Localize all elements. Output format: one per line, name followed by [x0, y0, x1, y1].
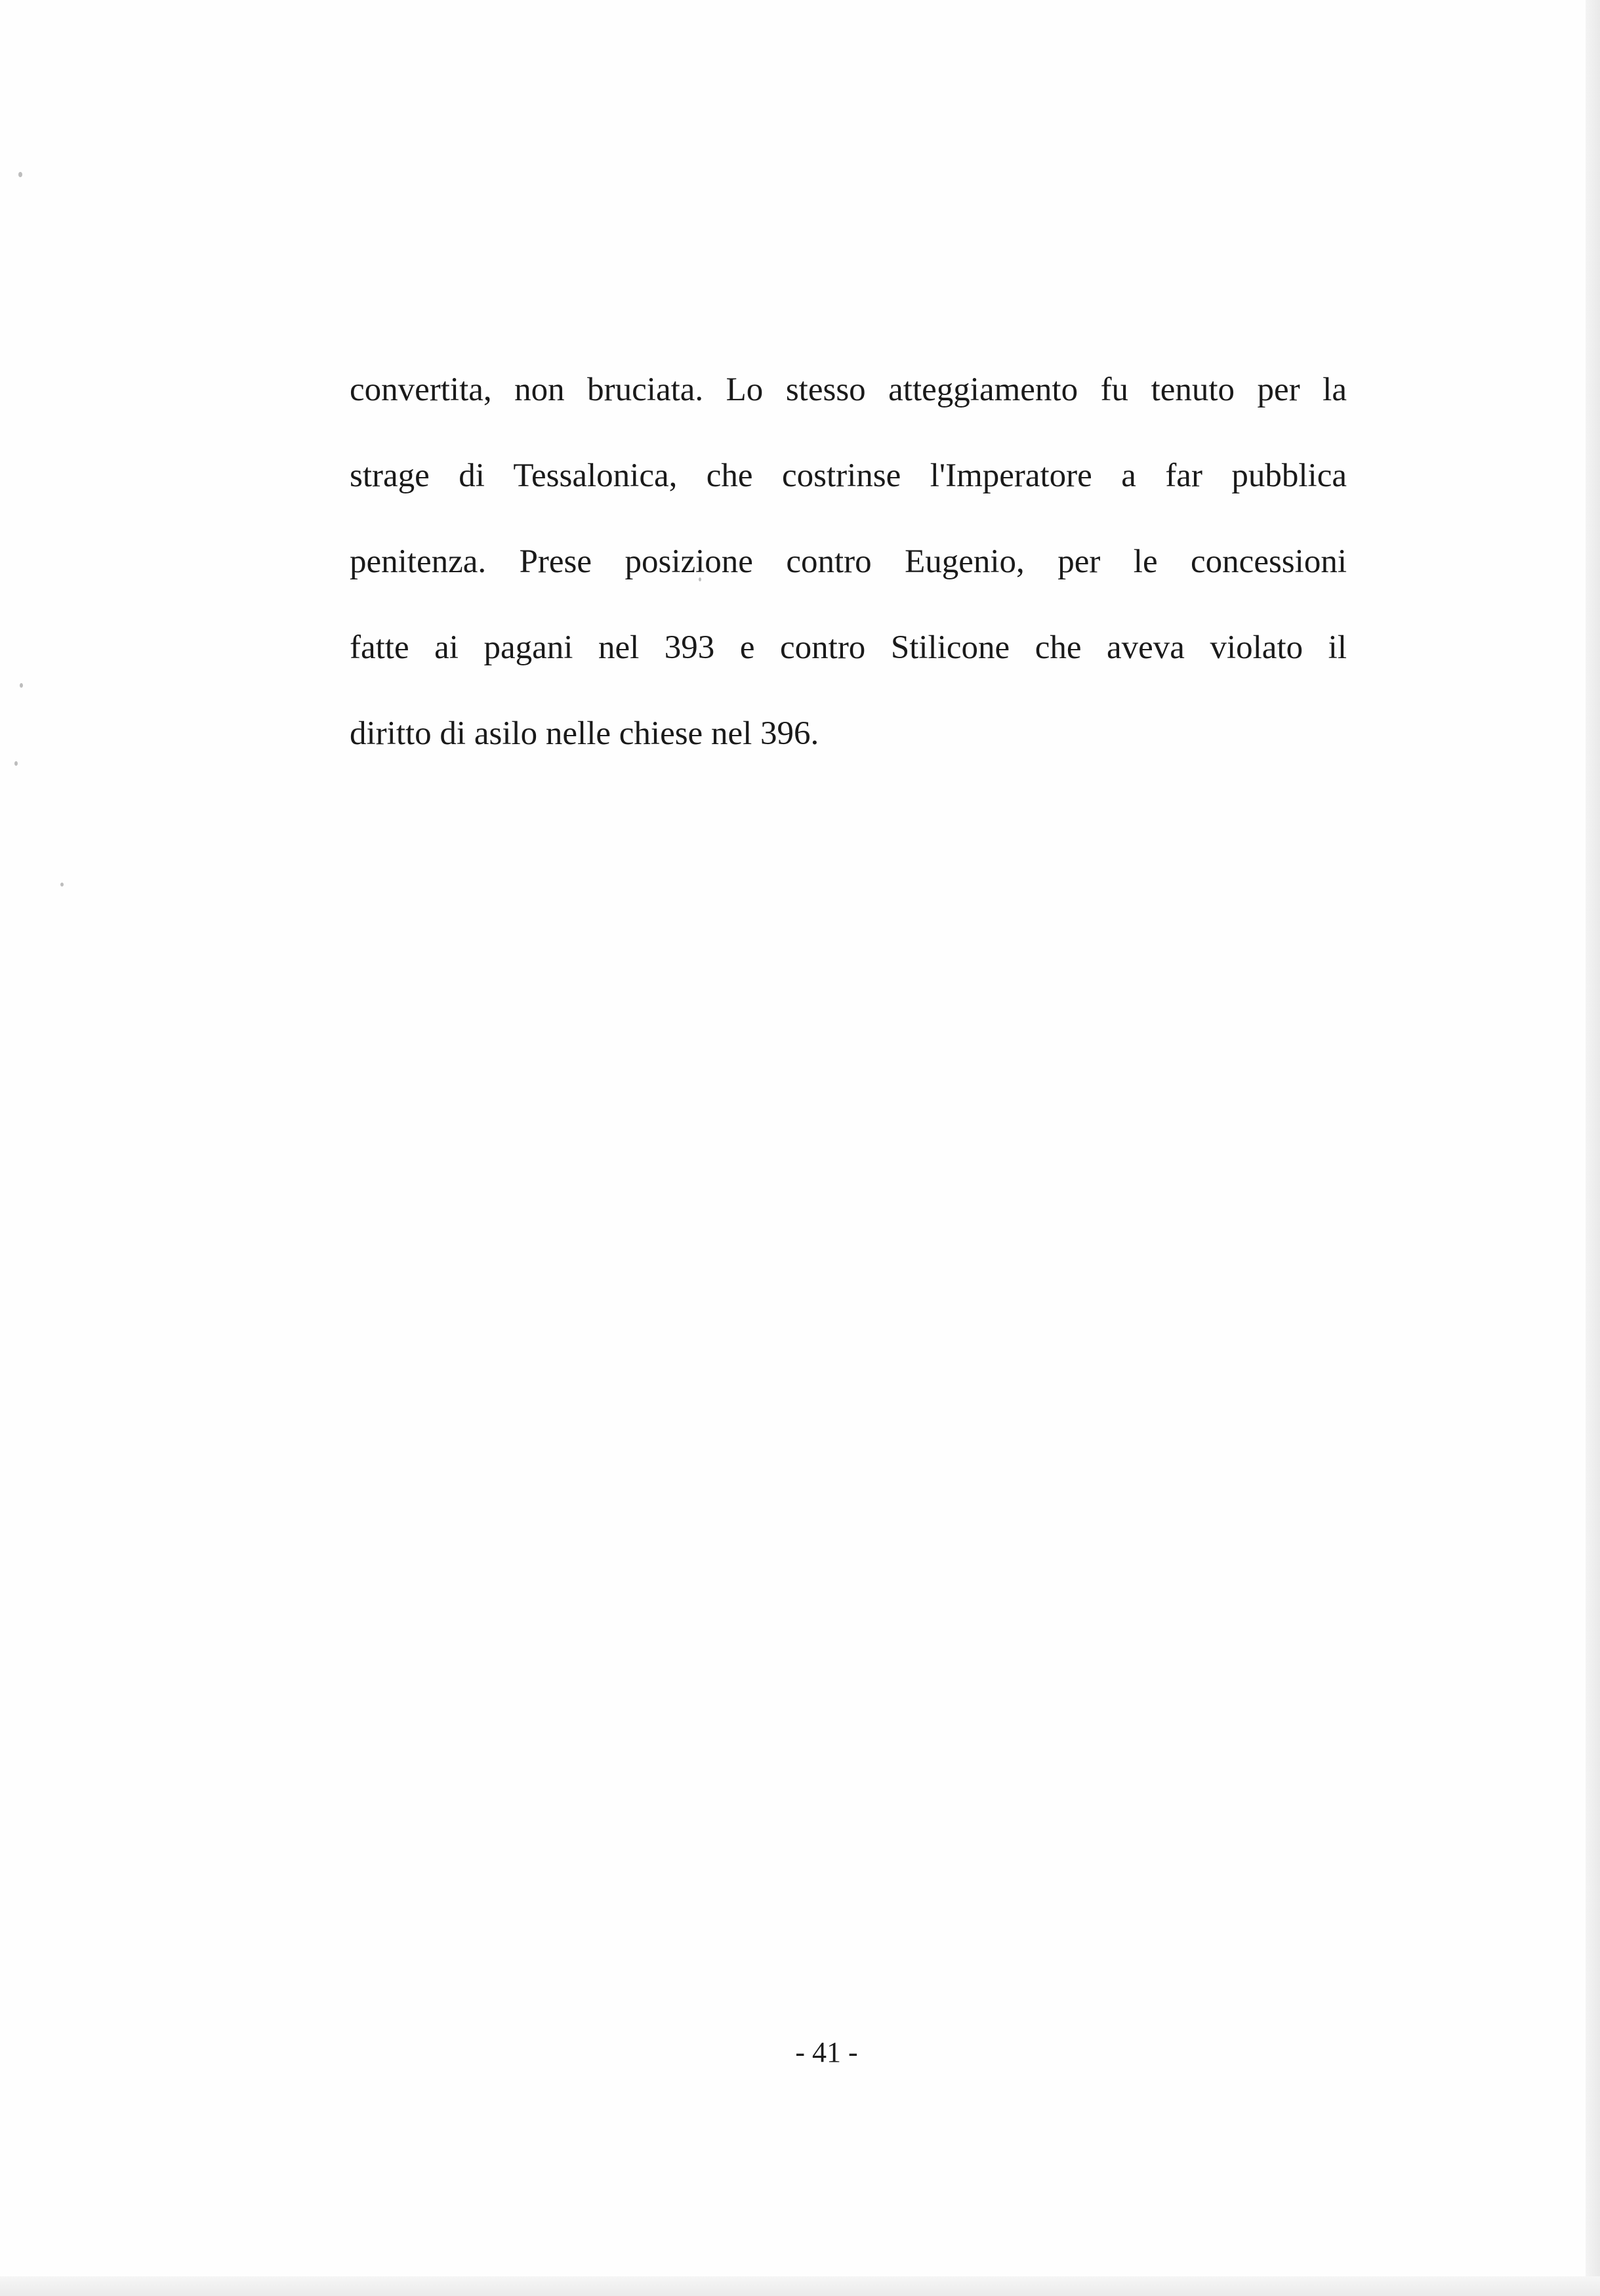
scan-edge-bottom [0, 2276, 1600, 2296]
body-paragraph [350, 360, 1347, 789]
scan-edge-right [1586, 0, 1600, 2296]
paragraph-line: diritto di asilo nelle chiese nel 396. [350, 715, 819, 752]
page-number: - 41 - [795, 2036, 858, 2068]
paragraph-line: fatte ai pagani nel 393 e contro Stilicone che aveva violato il [350, 629, 1347, 666]
scan-speck [60, 883, 64, 887]
scan-speck [14, 761, 18, 766]
scan-speck [20, 683, 23, 688]
paragraph-line: strage di Tessalonica, che costrinse l'Imperatore a far pubblica [350, 457, 1347, 494]
paragraph-line: convertita, non bruciata. Lo stesso atteggiamento fu tenuto per la [350, 371, 1347, 408]
paragraph-line: penitenza. Prese posizione contro Eugenio, per le concessioni [350, 543, 1347, 580]
scan-speck [18, 172, 22, 177]
